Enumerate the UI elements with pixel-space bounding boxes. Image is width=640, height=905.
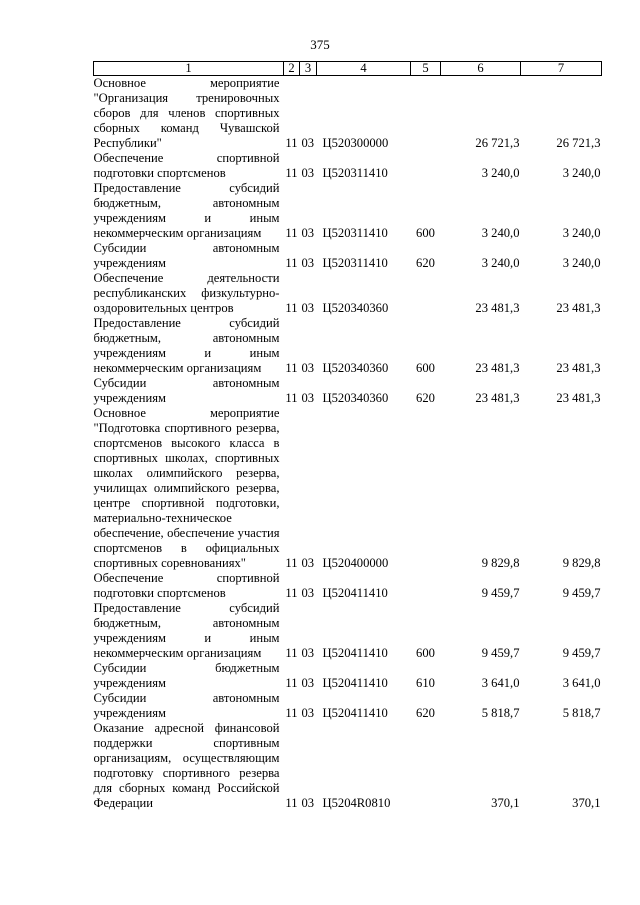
row-section-cell: 11	[285, 226, 298, 240]
row-subsection-cell: 03	[301, 796, 315, 810]
row-amount-2-cell: 370,1	[572, 796, 601, 810]
row-code-cell: Ц520311410	[322, 166, 388, 180]
page-number: 375	[310, 37, 330, 52]
row-subsection-cell: 03	[301, 256, 315, 270]
row-subsection-cell: 03	[301, 646, 315, 660]
row-amount-1-cell: 3 240,0	[481, 166, 520, 180]
row-section-cell: 11	[285, 361, 298, 375]
row-section-cell: 11	[285, 676, 298, 690]
header-cell-name: 1	[94, 62, 284, 76]
table-row	[94, 721, 602, 811]
row-amount-1-cell: 9 459,7	[481, 586, 520, 600]
header-cell-amount-1: 6	[441, 62, 521, 76]
row-name-cell: Предоставление субсидий бюджетным, автономным учреждениям и иным некоммерческим организациям	[93, 601, 280, 660]
row-code-cell: Ц520400000	[322, 556, 389, 570]
row-subsection-cell: 03	[301, 301, 315, 315]
row-amount-1-cell: 26 721,3	[475, 136, 520, 150]
header-row	[94, 62, 602, 76]
row-amount-1-cell: 5 818,7	[481, 706, 520, 720]
row-amount-1-cell: 23 481,3	[475, 361, 520, 375]
row-amount-2-cell: 3 240,0	[562, 226, 601, 240]
row-subsection-cell: 03	[301, 136, 315, 150]
row-section-cell: 11	[285, 706, 298, 720]
row-name-cell: Субсидии автономным учреждениям	[93, 241, 280, 270]
row-subsection-cell: 03	[301, 586, 315, 600]
row-amount-2-cell: 23 481,3	[556, 391, 601, 405]
row-amount-2-cell: 23 481,3	[556, 361, 601, 375]
row-amount-1-cell: 3 240,0	[481, 226, 520, 240]
table-row	[94, 691, 602, 721]
row-type-cell	[411, 271, 441, 316]
row-name-cell: Субсидии автономным учреждениям	[93, 691, 280, 720]
row-amount-1-cell: 3 240,0	[481, 256, 520, 270]
row-section-cell: 11	[285, 586, 298, 600]
table-row	[94, 601, 602, 661]
row-name-cell: Предоставление субсидий бюджетным, автономным учреждениям и иным некоммерческим организациям	[93, 181, 280, 240]
row-name-cell: Оказание адресной финансовой поддержки спортивным организациям, осуществляющим подготовку спортивного резерва для сборных команд Российской Федерации	[93, 721, 280, 810]
row-code-cell: Ц520411410	[322, 676, 388, 690]
row-amount-2-cell: 26 721,3	[556, 136, 601, 150]
row-amount-2-cell: 3 240,0	[562, 166, 601, 180]
table-row	[94, 406, 602, 571]
row-subsection-cell: 03	[301, 676, 315, 690]
row-name-cell: Субсидии бюджетным учреждениям	[93, 661, 280, 690]
row-type-cell: 600	[416, 226, 435, 240]
table-row	[94, 271, 602, 316]
table-row	[94, 151, 602, 181]
row-code-cell: Ц520411410	[322, 706, 388, 720]
row-type-cell: 620	[416, 391, 435, 405]
row-type-cell: 620	[416, 256, 435, 270]
row-subsection-cell: 03	[301, 226, 315, 240]
row-name-cell: Обеспечение деятельности республиканских физкультурно-оздоровительных центров	[93, 271, 280, 315]
header-cell-type: 5	[411, 62, 441, 76]
row-amount-2-cell: 9 459,7	[562, 586, 601, 600]
row-type-cell	[411, 76, 441, 152]
row-section-cell: 11	[285, 646, 298, 660]
row-section-cell: 11	[285, 796, 298, 810]
row-section-cell: 11	[285, 256, 298, 270]
row-name-cell: Субсидии автономным учреждениям	[93, 376, 280, 405]
table-row	[94, 181, 602, 241]
row-amount-2-cell: 3 641,0	[562, 676, 601, 690]
row-subsection-cell: 03	[301, 556, 315, 570]
row-type-cell	[411, 151, 441, 181]
row-name-cell: Основное мероприятие "Организация тренировочных сборов для членов спортивных сборных команд Чувашской Республики"	[93, 76, 280, 150]
row-section-cell: 11	[285, 166, 298, 180]
row-amount-1-cell: 370,1	[491, 796, 520, 810]
row-name-cell: Основное мероприятие "Подготовка спортивного резерва, спортсменов высокого класса в спортивных школах, спортивных школах олимпийского резерва, училищах олимпийского резерва, центре спортивной подготовки, материально-техническое обеспечение, обеспечение участия спортсменов в официальных спортивных соревнованиях"	[93, 406, 280, 570]
table-row	[94, 571, 602, 601]
row-type-cell: 620	[416, 706, 435, 720]
table-row	[94, 661, 602, 691]
row-amount-2-cell: 5 818,7	[562, 706, 601, 720]
row-code-cell: Ц520300000	[322, 136, 389, 150]
row-code-cell: Ц520340360	[322, 301, 389, 315]
row-section-cell: 11	[285, 301, 298, 315]
header-cell-subsection: 3	[300, 62, 317, 76]
row-section-cell: 11	[285, 556, 298, 570]
row-type-cell: 610	[416, 676, 435, 690]
row-name-cell: Предоставление субсидий бюджетным, автономным учреждениям и иным некоммерческим организациям	[93, 316, 280, 375]
header-cell-code: 4	[317, 62, 411, 76]
row-code-cell: Ц5204R0810	[322, 796, 391, 810]
row-name-cell: Обеспечение спортивной подготовки спортсменов	[93, 151, 280, 180]
header-cell-amount-2: 7	[521, 62, 602, 76]
table-row	[94, 241, 602, 271]
row-subsection-cell: 03	[301, 391, 315, 405]
row-code-cell: Ц520340360	[322, 391, 389, 405]
row-subsection-cell: 03	[301, 166, 315, 180]
row-amount-1-cell: 9 459,7	[481, 646, 520, 660]
row-type-cell	[411, 721, 441, 811]
table-row	[94, 316, 602, 376]
row-subsection-cell: 03	[301, 706, 315, 720]
row-amount-2-cell: 3 240,0	[562, 256, 601, 270]
row-code-cell: Ц520411410	[322, 646, 388, 660]
row-code-cell: Ц520340360	[322, 361, 389, 375]
row-type-cell	[411, 571, 441, 601]
row-amount-1-cell: 9 829,8	[481, 556, 520, 570]
table-row	[94, 76, 602, 152]
row-amount-2-cell: 9 459,7	[562, 646, 601, 660]
row-amount-2-cell: 23 481,3	[556, 301, 601, 315]
row-amount-1-cell: 23 481,3	[475, 391, 520, 405]
row-type-cell	[411, 406, 441, 571]
row-subsection-cell: 03	[301, 361, 315, 375]
row-section-cell: 11	[285, 391, 298, 405]
row-name-cell: Обеспечение спортивной подготовки спортсменов	[93, 571, 280, 600]
row-type-cell: 600	[416, 361, 435, 375]
row-code-cell: Ц520311410	[322, 256, 388, 270]
table-row	[94, 376, 602, 406]
row-code-cell: Ц520311410	[322, 226, 388, 240]
row-type-cell: 600	[416, 646, 435, 660]
header-cell-section: 2	[284, 62, 300, 76]
row-code-cell: Ц520411410	[322, 586, 388, 600]
budget-table	[93, 61, 602, 811]
row-amount-2-cell: 9 829,8	[562, 556, 601, 570]
row-amount-1-cell: 3 641,0	[481, 676, 520, 690]
row-amount-1-cell: 23 481,3	[475, 301, 520, 315]
row-section-cell: 11	[285, 136, 298, 150]
